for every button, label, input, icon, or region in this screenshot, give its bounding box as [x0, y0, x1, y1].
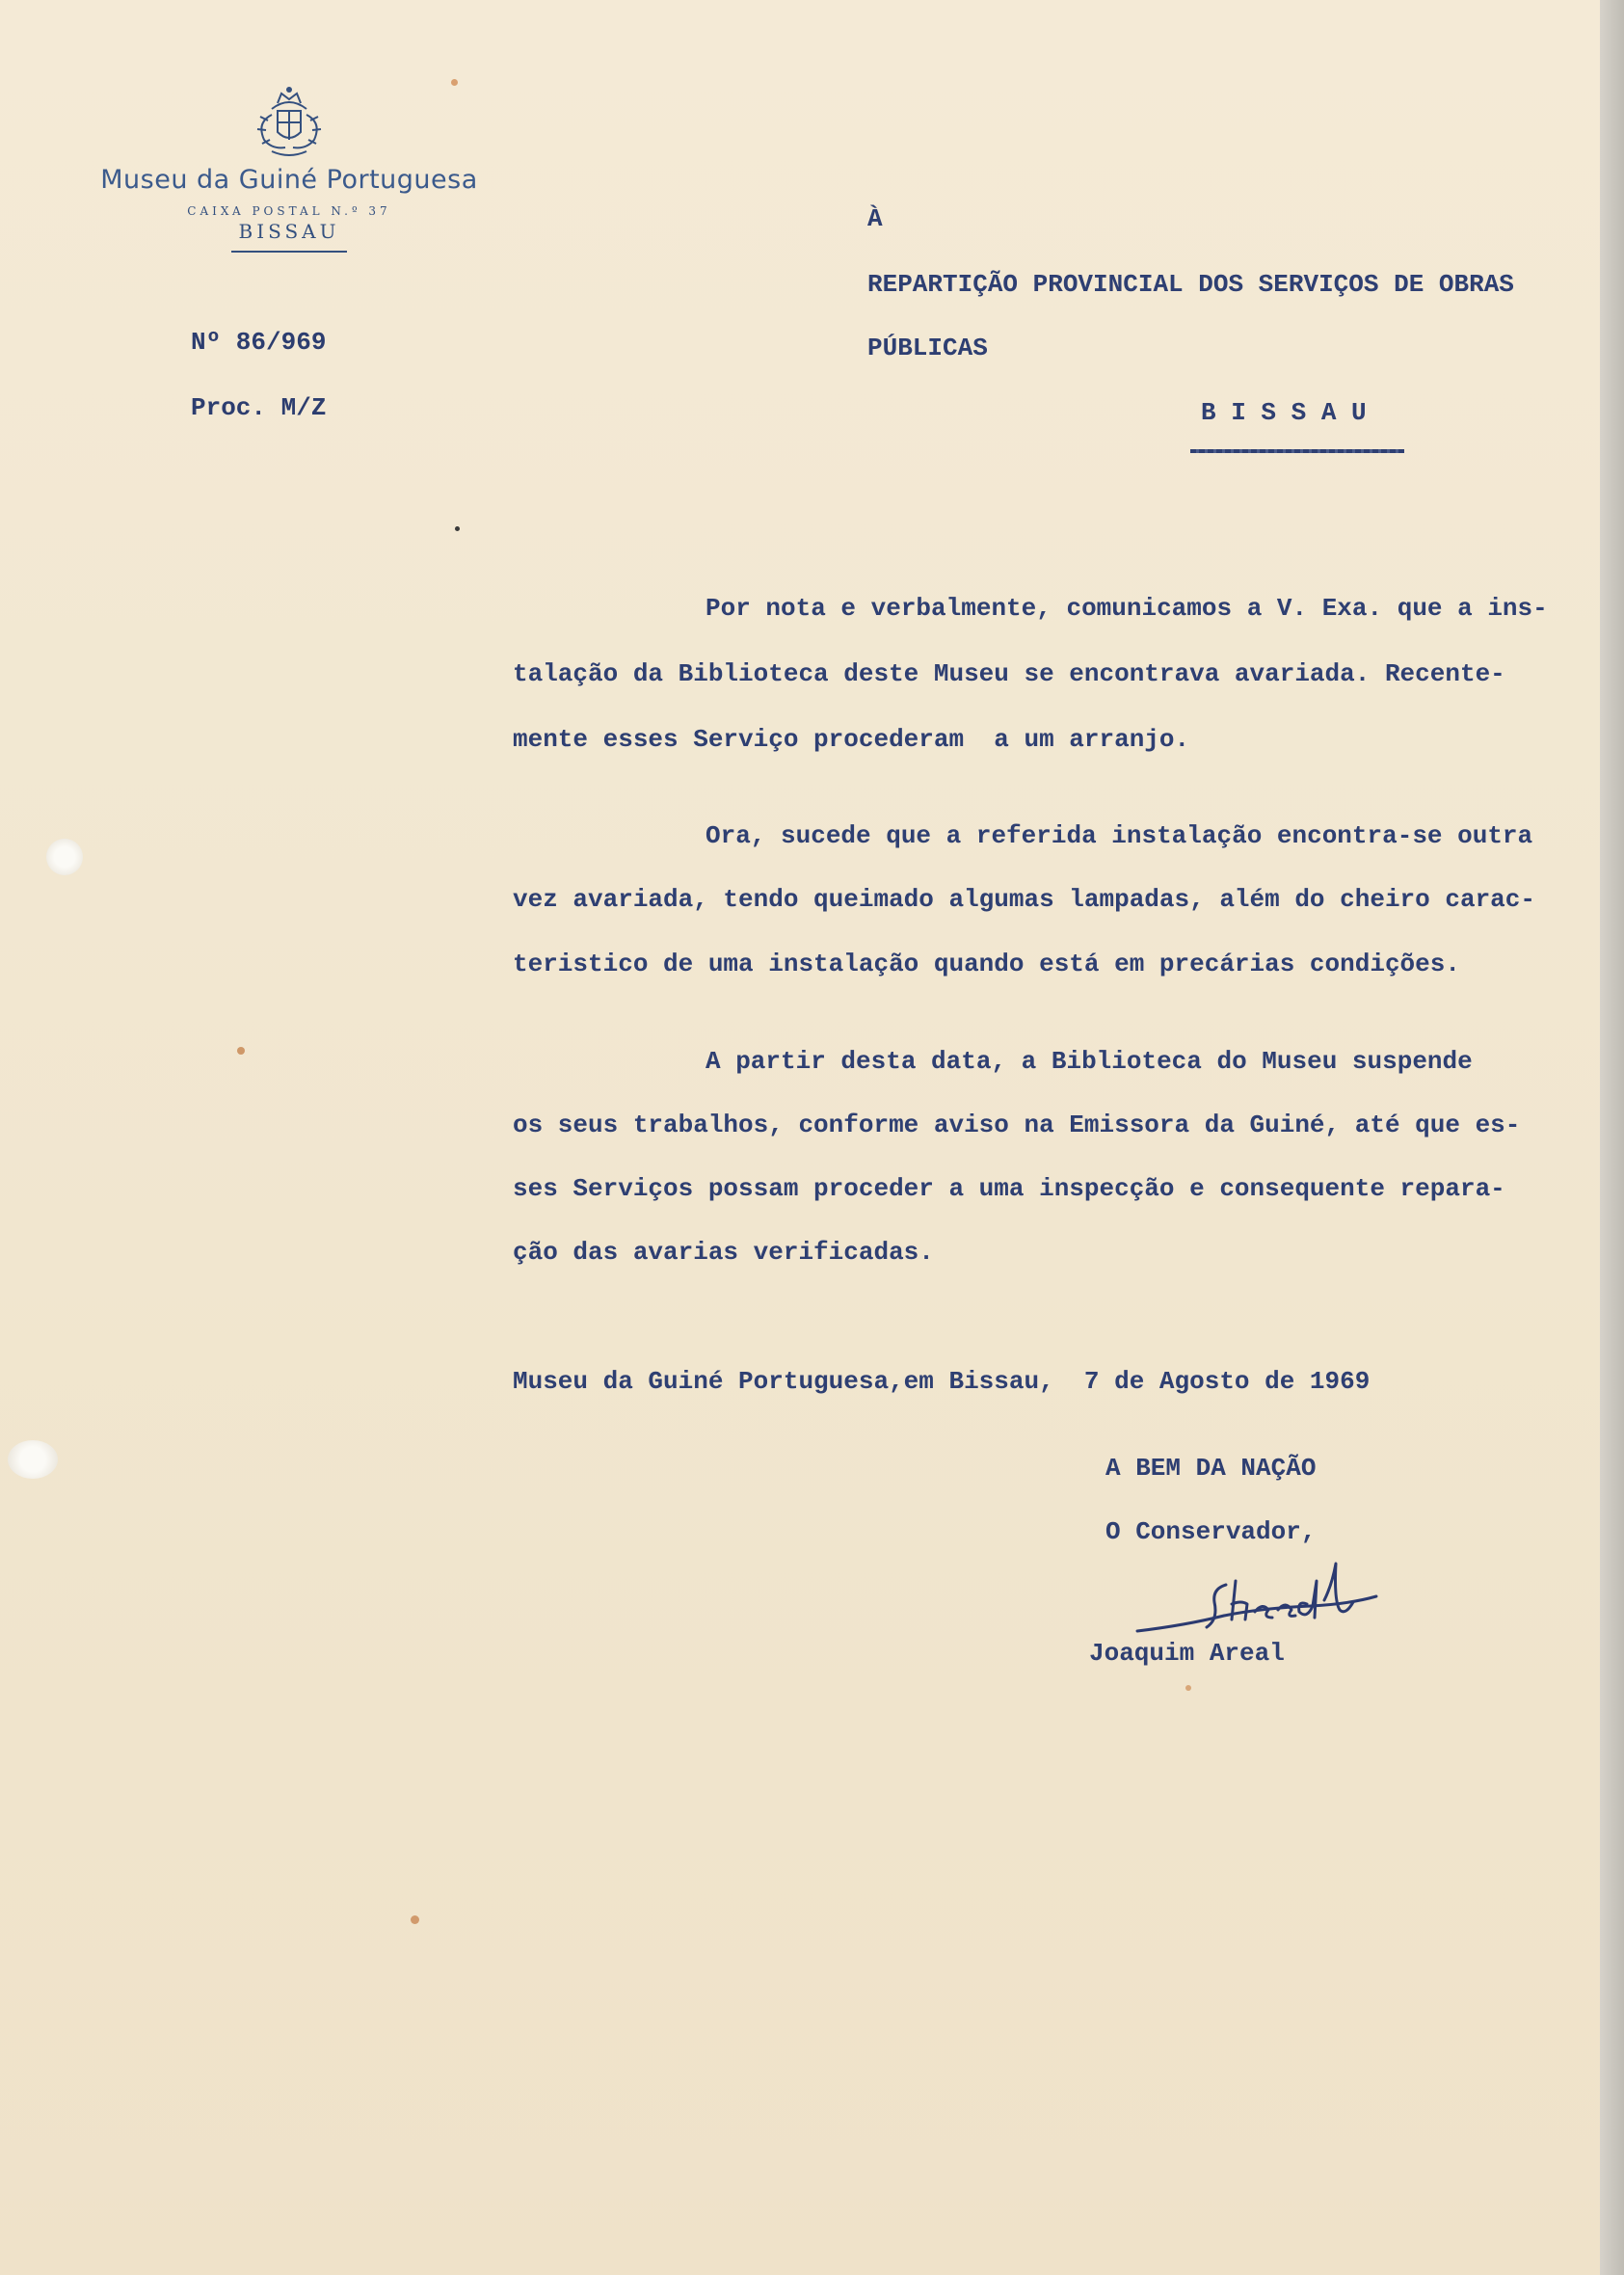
- paper-stain: [237, 1047, 245, 1055]
- process-code: Proc. M/Z: [191, 393, 327, 422]
- handwritten-signature-icon: [1118, 1542, 1388, 1648]
- body-line: mente esses Serviço procederam a um arranjo.: [513, 725, 1190, 754]
- addressee-line-1: REPARTIÇÃO PROVINCIAL DOS SERVIÇOS DE OBRAS: [867, 270, 1514, 299]
- paper-stain: [411, 1915, 419, 1924]
- closing-title: O Conservador,: [1105, 1517, 1317, 1546]
- body-line: ção das avarias verificadas.: [513, 1238, 934, 1267]
- addressee-city: B I S S A U: [1201, 398, 1367, 427]
- body-line: Por nota e verbalmente, comunicamos a V. Exa. que a ins-: [706, 594, 1548, 623]
- punch-hole: [46, 839, 83, 875]
- signatory-name: Joaquim Areal: [1089, 1639, 1285, 1668]
- body-line: teristico de uma instalação quando está em precárias condições.: [513, 950, 1460, 978]
- date-line: Museu da Guiné Portuguesa,em Bissau, 7 de Agosto de 1969: [513, 1367, 1371, 1396]
- addressee-city-underline: [1190, 449, 1404, 453]
- scan-background-edge: [1600, 0, 1624, 2275]
- body-line: A partir desta data, a Biblioteca do Museu suspende: [706, 1047, 1473, 1076]
- paper-stain: [1185, 1685, 1191, 1691]
- museum-name: Museu da Guiné Portuguesa: [100, 165, 478, 195]
- addressee-line-2: PÚBLICAS: [867, 334, 988, 362]
- closing-salutation: A BEM DA NAÇÃO: [1105, 1454, 1317, 1483]
- addressee-prefix: À: [867, 204, 883, 233]
- body-line: vez avariada, tendo queimado algumas lampadas, além do cheiro carac-: [513, 885, 1535, 914]
- letterhead-rule: [231, 251, 347, 253]
- letterhead: [67, 82, 511, 253]
- body-line: talação da Biblioteca deste Museu se encontrava avariada. Recente-: [513, 659, 1505, 688]
- body-line: os seus trabalhos, conforme aviso na Emissora da Guiné, até que es-: [513, 1111, 1521, 1139]
- punch-hole: [8, 1440, 58, 1479]
- body-line: ses Serviços possam proceder a uma inspecção e consequente repara-: [513, 1174, 1505, 1203]
- letterhead-city: BISSAU: [238, 220, 340, 243]
- reference-number: Nº 86/969: [191, 328, 327, 357]
- po-box: CAIXA POSTAL N.º 37: [187, 204, 391, 218]
- paper-stain: [455, 526, 460, 531]
- body-line: Ora, sucede que a referida instalação encontra-se outra: [706, 821, 1533, 850]
- coat-of-arms-icon: [243, 82, 335, 159]
